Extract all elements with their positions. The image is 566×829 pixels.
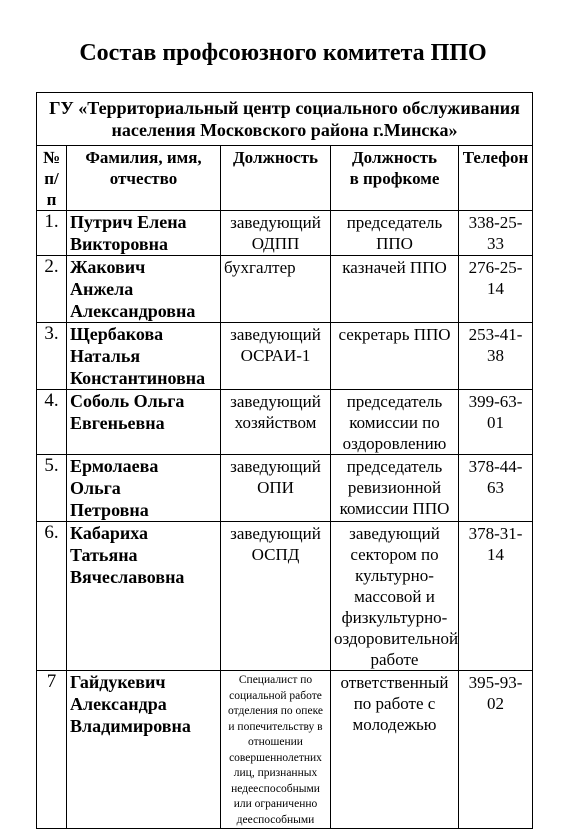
member-phone: 338-25-33 [459, 211, 533, 256]
page-title: Состав профсоюзного комитета ППО [79, 40, 487, 66]
row-num: 4. [37, 390, 67, 455]
row-num: 6. [37, 522, 67, 671]
member-name: Путрич Елена Викторовна [67, 211, 221, 256]
member-position: бухгалтер [221, 256, 331, 323]
header-position: Должность [221, 146, 331, 211]
member-position: заведующий ОСПД [221, 522, 331, 671]
table-row [37, 671, 533, 829]
table-row [37, 455, 533, 522]
member-committee-role: секретарь ППО [331, 323, 459, 390]
header-name: Фамилия, имя, отчество [67, 146, 221, 211]
member-phone: 378-31-14 [459, 522, 533, 671]
row-num: 1. [37, 211, 67, 256]
member-position: заведующий хозяйством [221, 390, 331, 455]
table-row [37, 323, 533, 390]
member-phone: 276-25-14 [459, 256, 533, 323]
member-committee-role: председатель ППО [331, 211, 459, 256]
table-row [37, 390, 533, 455]
table-row [37, 256, 533, 323]
row-num: 7 [37, 671, 67, 829]
member-phone: 253-41-38 [459, 323, 533, 390]
organization-name: ГУ «Территориальный центр социального обслуживания населения Московского района г.Минска» [37, 93, 533, 146]
table-row [37, 211, 533, 256]
row-num: 3. [37, 323, 67, 390]
member-committee-role: председатель ревизионной комиссии ППО [331, 455, 459, 522]
member-position: заведующий ОПИ [221, 455, 331, 522]
member-committee-role: ответственный по работе с молодежью [331, 671, 459, 829]
member-committee-role: казначей ППО [331, 256, 459, 323]
member-committee-role: заведующий сектором по культурно- массовой и физкультурно- оздоровительной работе [331, 522, 459, 671]
member-committee-role: председатель комиссии по оздоровлению [331, 390, 459, 455]
member-phone: 378-44-63 [459, 455, 533, 522]
member-name: Щербакова Наталья Константиновна [67, 323, 221, 390]
table-row [37, 522, 533, 671]
header-phone: Телефон [459, 146, 533, 211]
header-num: № п/п [37, 146, 67, 211]
row-num: 2. [37, 256, 67, 323]
row-num: 5. [37, 455, 67, 522]
organization-row [37, 93, 533, 146]
member-position: заведующий ОДПП [221, 211, 331, 256]
member-name: Гайдукевич Александра Владимировна [67, 671, 221, 829]
member-name: Ермолаева Ольга Петровна [67, 455, 221, 522]
member-position: заведующий ОСРАИ-1 [221, 323, 331, 390]
member-name: Кабариха Татьяна Вячеславовна [67, 522, 221, 671]
header-role: Должность в профкоме [331, 146, 459, 211]
member-name: Соболь Ольга Евгеньевна [67, 390, 221, 455]
member-phone: 395-93-02 [459, 671, 533, 829]
member-phone: 399-63-01 [459, 390, 533, 455]
committee-table [36, 92, 533, 829]
header-row [37, 146, 533, 211]
member-name: Жакович Анжела Александровна [67, 256, 221, 323]
member-position: Специалист по социальной работе отделения по опеке и попечительству в отношении совершеннолетних лиц, признанных недееспособными или ограниченно дееспособными [221, 671, 331, 829]
